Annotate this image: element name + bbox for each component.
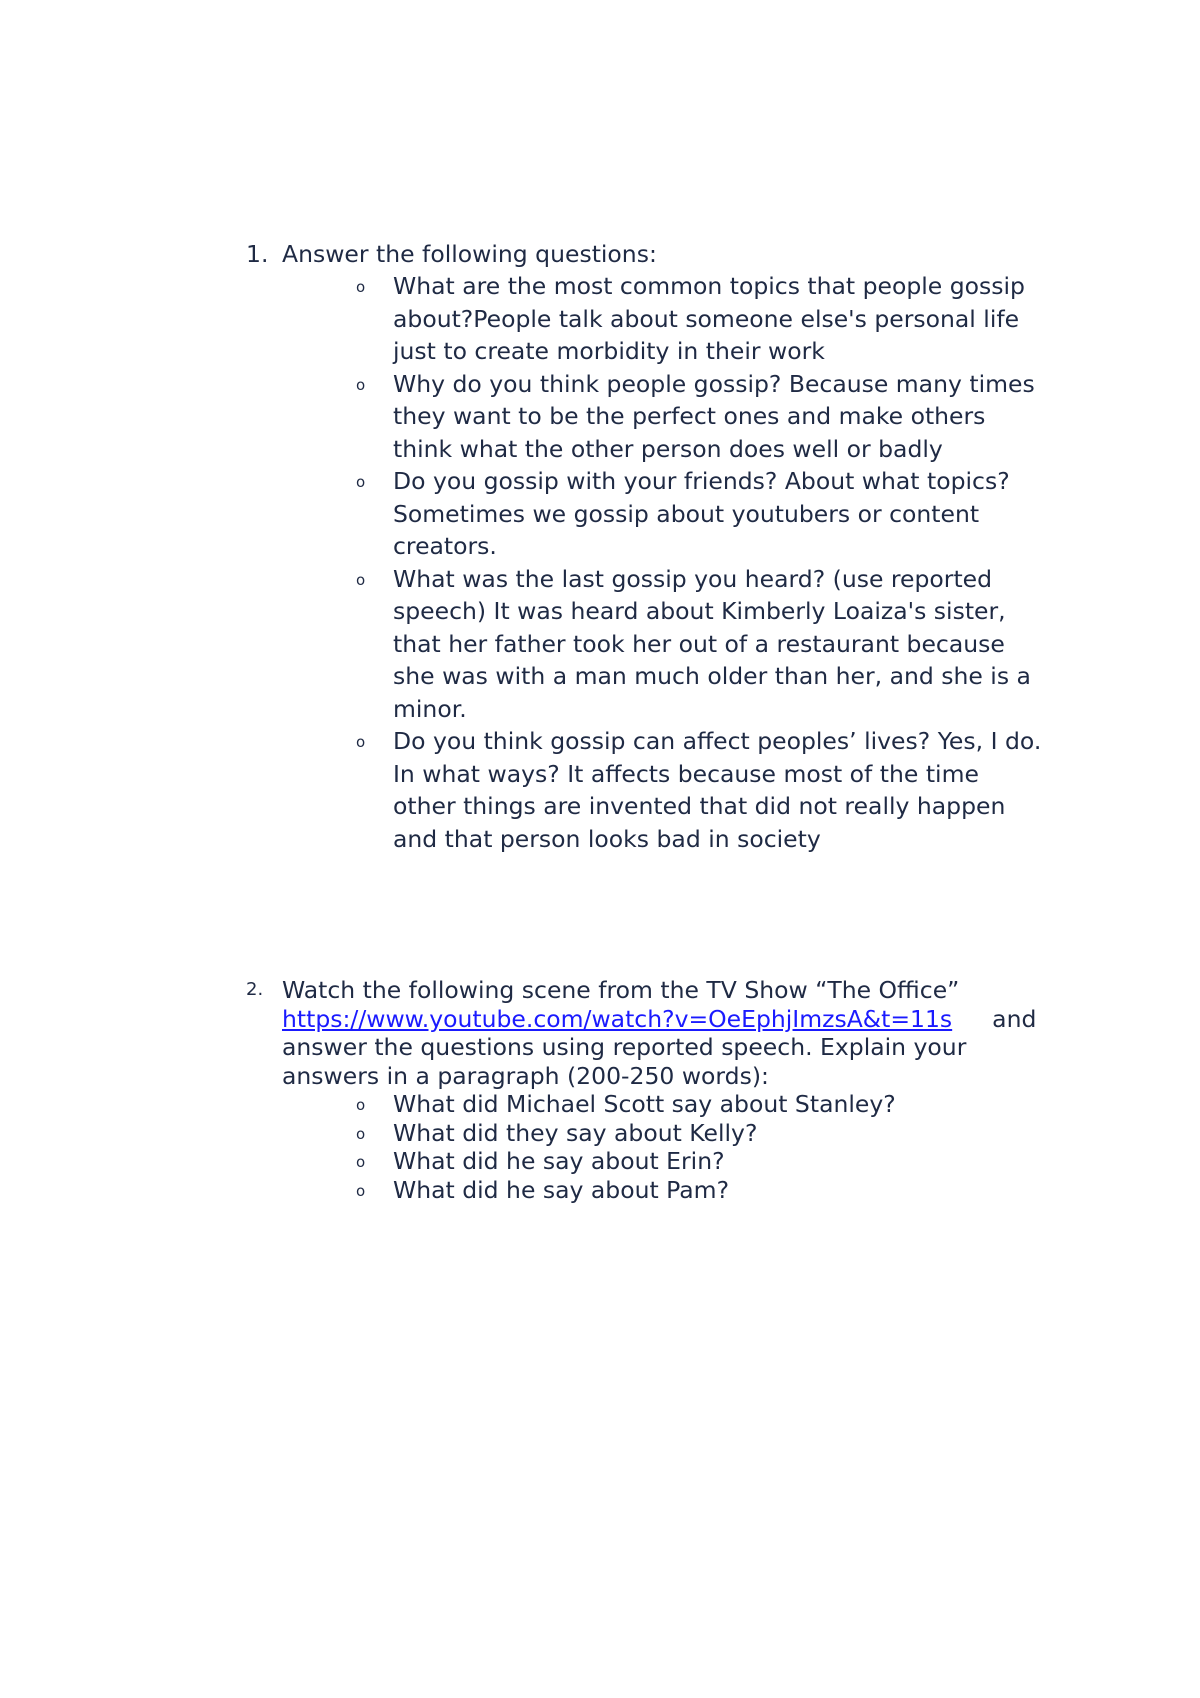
bullet-icon: o — [356, 733, 366, 751]
list-item — [246, 1119, 1046, 1148]
list-item — [246, 1176, 1046, 1205]
bullet-icon: o — [356, 1096, 366, 1114]
youtube-link[interactable]: https://www.youtube.com/watch?v=OeEphjImzsA&t=11s — [282, 1004, 953, 1033]
answer-text: Do you think gossip can affect peoples’ lives? Yes, I do. In what ways? It affects because most of the time other things are invented that did not really happen and that person looks bad in society — [393, 727, 1042, 853]
list-item — [246, 368, 1046, 466]
question-2 — [246, 976, 1046, 1204]
question-1-sublist — [246, 270, 1046, 855]
list-item — [246, 465, 1046, 563]
list-item — [246, 1147, 1046, 1176]
question-text: What did he say about Erin? — [393, 1147, 725, 1175]
list-item — [246, 270, 1046, 368]
question-2-text-after-link: and answer the questions using reported speech. Explain your answers in a paragraph (200-250 words): — [282, 1004, 1037, 1090]
question-2-heading-row — [246, 976, 1046, 1090]
list-item — [246, 725, 1046, 855]
question-2-sublist — [246, 1090, 1046, 1204]
answer-text: What was the last gossip you heard? (use reported speech) It was heard about Kimberly Loaiza's sister, that her father took her out of a restaurant because she was with a man much older than her, and she is a minor. — [393, 564, 1031, 723]
question-2-heading — [282, 976, 1046, 1090]
question-2-number: 2. — [246, 979, 264, 1000]
question-2-text-before-link: Watch the following scene from the TV Show “The Office” — [282, 976, 960, 1004]
question-1 — [246, 238, 1046, 855]
question-1-number: 1. — [246, 240, 269, 268]
answer-text: Do you gossip with your friends? About what topics? Sometimes we gossip about youtubers or content creators. — [393, 467, 1010, 560]
bullet-icon: o — [356, 570, 366, 589]
question-1-heading: Answer the following questions: — [282, 240, 657, 268]
bullet-icon: o — [356, 1181, 366, 1200]
answer-text: What are the most common topics that people gossip about?People talk about someone else's personal life just to create morbidity in their work — [393, 272, 1025, 365]
list-item — [246, 1090, 1046, 1119]
bullet-icon: o — [356, 473, 366, 491]
question-text: What did Michael Scott say about Stanley? — [393, 1090, 896, 1118]
list-item — [246, 563, 1046, 726]
answer-text: Why do you think people gossip? Because many times they want to be the perfect ones and make others think what the other person does well or badly — [393, 369, 1035, 463]
bullet-icon: o — [356, 375, 366, 394]
bullet-icon: o — [356, 1153, 366, 1171]
bullet-icon: o — [356, 278, 366, 296]
question-text: What did they say about Kelly? — [393, 1118, 758, 1147]
question-1-heading-row — [246, 238, 1046, 270]
bullet-icon: o — [356, 1124, 366, 1143]
question-text: What did he say about Pam? — [393, 1175, 730, 1204]
